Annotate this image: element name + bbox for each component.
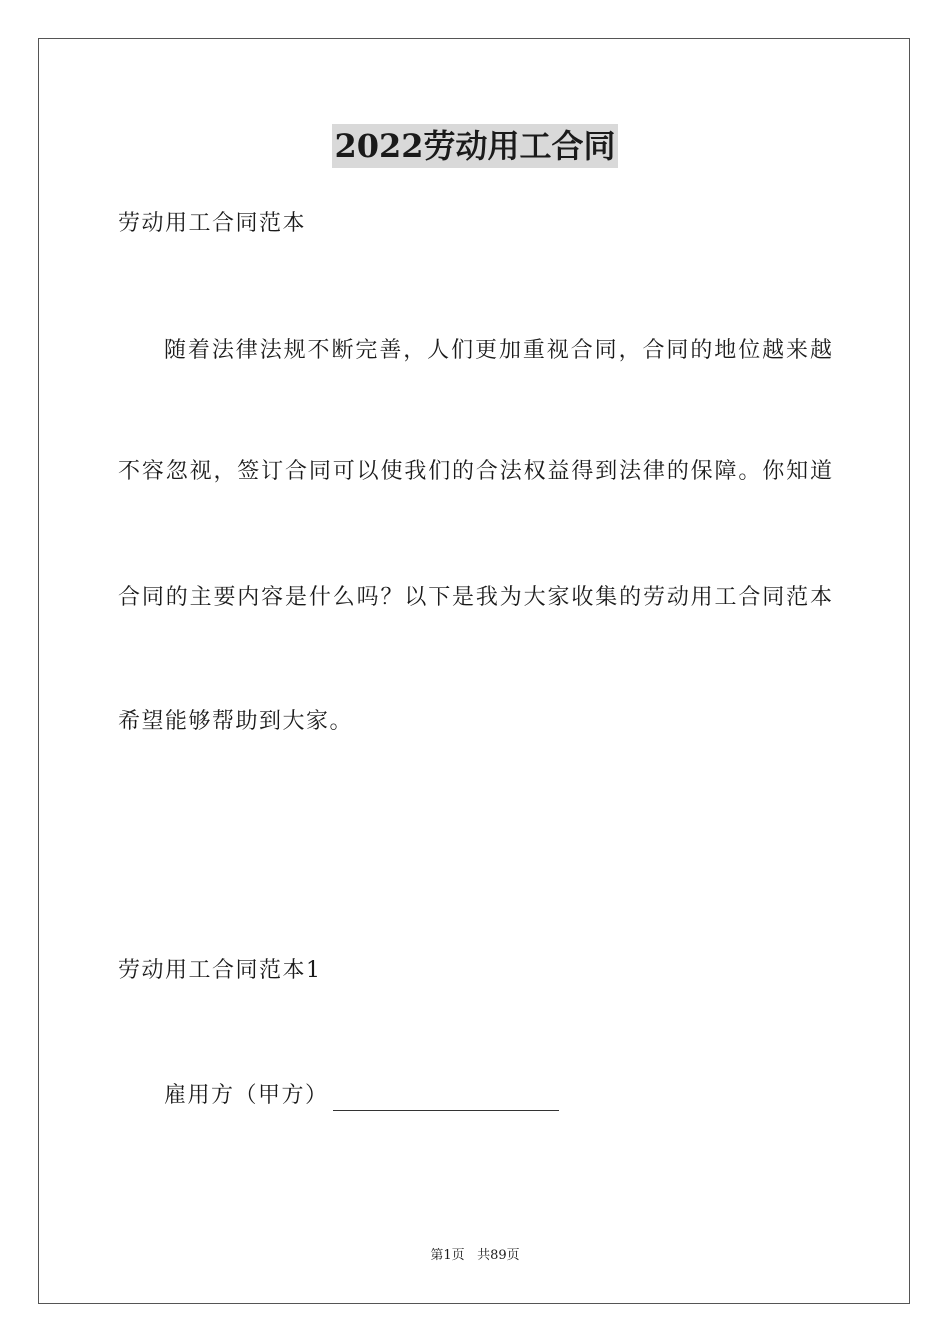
employer-field bbox=[164, 1081, 559, 1111]
intro-line-1: 随着法律法规不断完善，人们更加重视合同，合同的地位越来越 bbox=[164, 338, 832, 363]
document-subtitle: 劳动用工合同范本 bbox=[118, 211, 307, 236]
intro-line-4: 希望能够帮助到大家。 bbox=[118, 709, 354, 734]
employer-label: 雇用方（甲方） bbox=[164, 1083, 329, 1108]
page-number-total: 共89页 bbox=[477, 1248, 520, 1263]
employer-blank-line bbox=[333, 1088, 559, 1111]
page-footer bbox=[0, 1247, 950, 1265]
section-heading: 劳动用工合同范本1 bbox=[118, 958, 322, 983]
intro-line-2: 不容忽视，签订合同可以使我们的合法权益得到法律的保障。你知道 bbox=[118, 459, 832, 484]
document-title: 2022劳动用工合同 bbox=[332, 124, 617, 168]
intro-line-3: 合同的主要内容是什么吗？以下是我为大家收集的劳动用工合同范本 bbox=[118, 585, 832, 610]
title-container bbox=[0, 124, 950, 168]
page-number-current: 第1页 bbox=[430, 1248, 465, 1263]
